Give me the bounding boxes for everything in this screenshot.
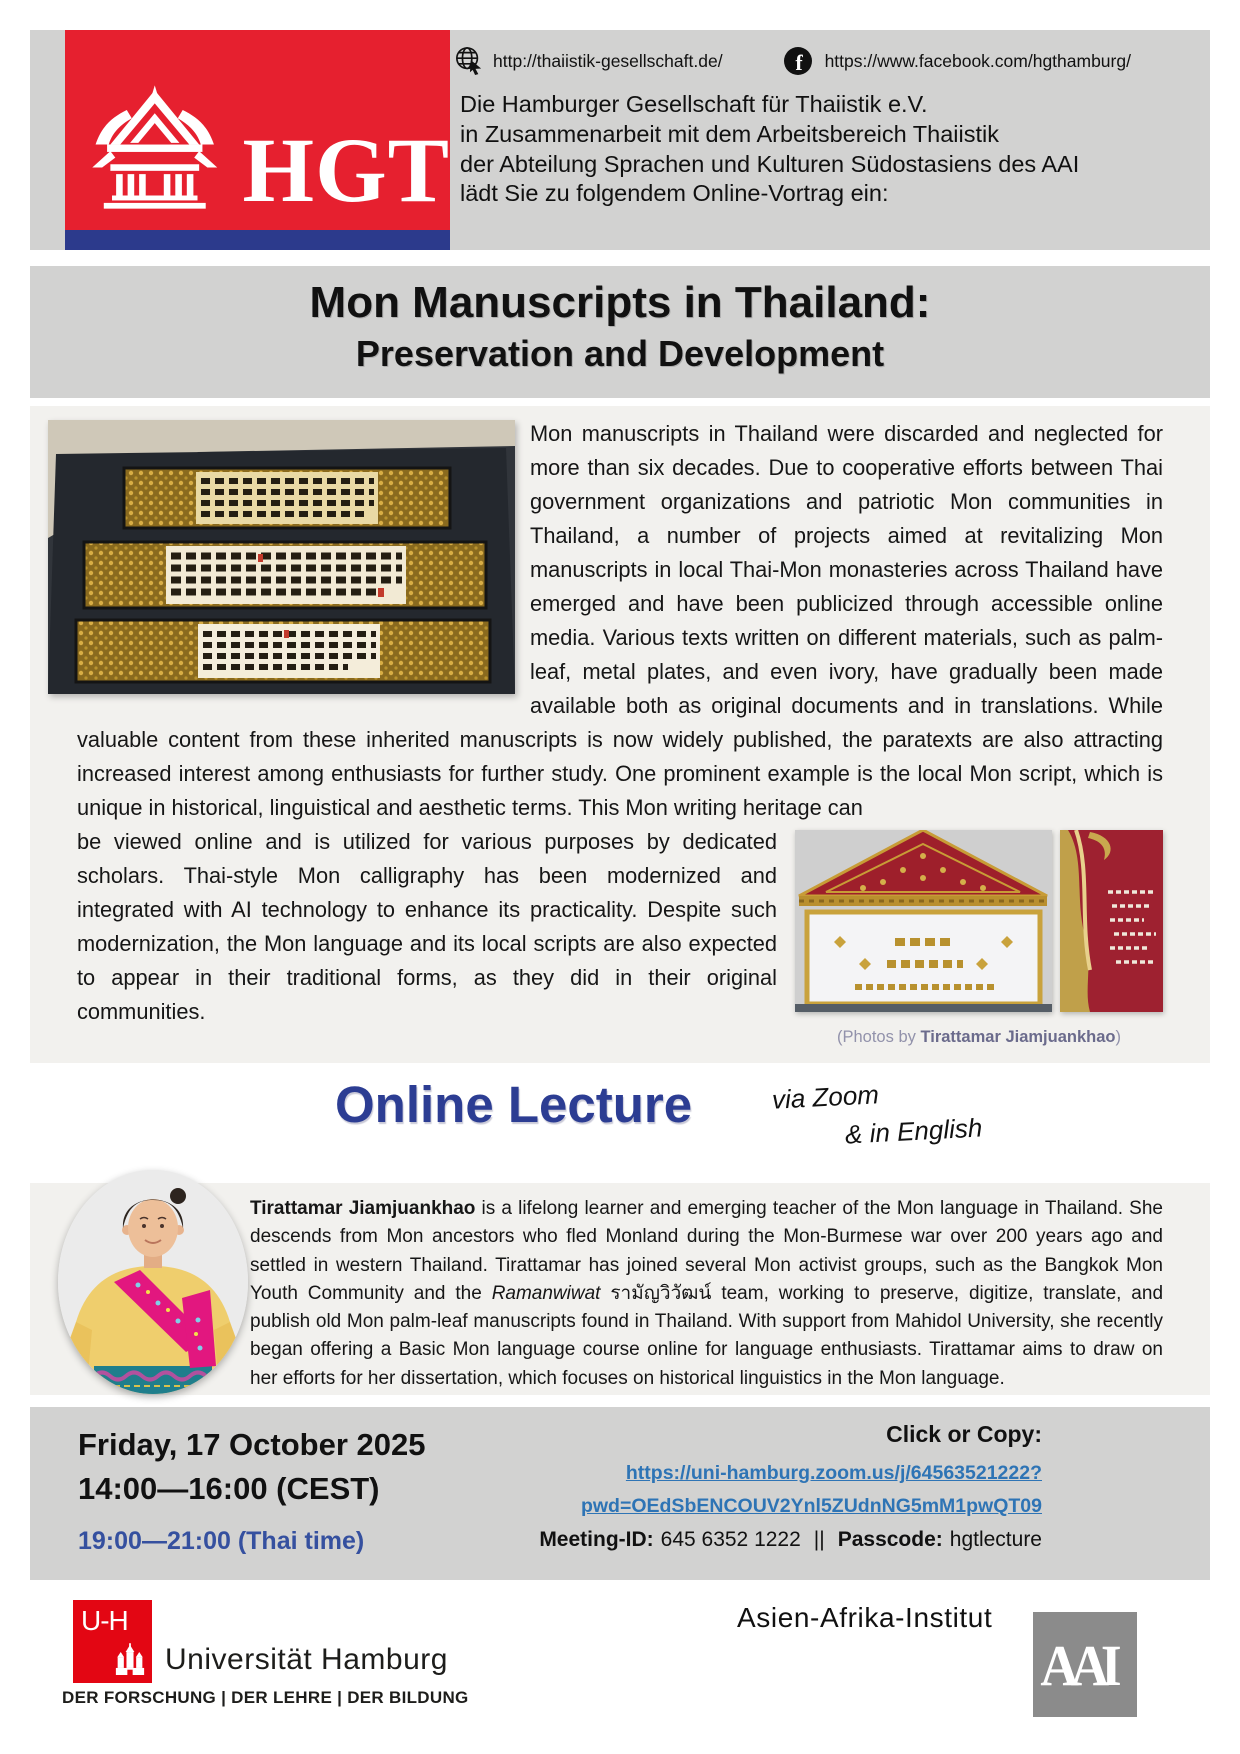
speaker-name: Tirattamar Jiamjuankhao <box>250 1198 476 1219</box>
abstract-section <box>30 406 1210 1063</box>
photo-credit: (Photos by Tirattamar Jiamjuankhao) <box>837 1028 1121 1046</box>
title-band <box>30 266 1210 398</box>
event-date: Friday, 17 October 2025 <box>78 1427 426 1462</box>
university-slogan: DER FORSCHUNG | DER LEHRE | DER BILDUNG <box>62 1688 469 1707</box>
invitation-text <box>460 90 1200 209</box>
hgt-logo <box>65 30 450 230</box>
website-url: http://thaiistik-gesellschaft.de/ <box>493 50 723 71</box>
page-title: Mon Manuscripts in Thailand: <box>309 278 931 327</box>
abstract-paragraph-1 <box>77 417 1163 825</box>
lecture-language: & in English <box>844 1112 983 1150</box>
group-name: Ramanwiwat <box>491 1282 601 1304</box>
lecture-heading: Online Lecture <box>335 1076 693 1133</box>
aai-logo <box>1033 1612 1137 1717</box>
temple-sign-photo <box>795 830 1052 1012</box>
thai-temple-icon <box>89 78 221 216</box>
meeting-credentials: Meeting-ID: 645 6352 1222 || Passcode: hgtlecture <box>539 1528 1042 1551</box>
meeting-id-label: Meeting-ID: <box>539 1528 654 1551</box>
facebook-url: https://www.facebook.com/hgthamburg/ <box>824 50 1131 71</box>
meeting-id: 645 6352 1222 <box>660 1528 801 1551</box>
uhh-logo <box>73 1600 152 1683</box>
uhh-logo-text: U-H <box>81 1605 128 1636</box>
institute-name: Asien-Afrika-Institut <box>737 1602 993 1633</box>
zoom-link-line1[interactable]: https://uni-hamburg.zoom.us/j/64563521222? <box>625 1462 1042 1484</box>
abstract-text-2: be viewed online and is utilized for various purposes by dedicated scholars. Thai-style Mon calligraphy has been modernized and integrated with AI technology to enhance its practicality. Despite such modernization, the Mon language and its local scripts are also expected to appear in their traditional forms, as they did in their original communities. <box>77 829 777 1024</box>
manuscript-photo <box>48 420 515 694</box>
abstract-text-1: Mon manuscripts in Thailand were discarded and neglected for more than six decades. Due to cooperative efforts between Thai government organizations and patriotic Mon communities in Thailand, a number of projects aimed at revitalizing Mon manuscripts in local Thai-Mon monasteries across Thailand have emerged and have been publicized through accessible online media. Various texts written on different materials, such as palm-leaf, metal plates, and even ivory, have gradually been made available both as original documents and in translations. While valuable content from these inherited manuscripts is now widely published, the paratexts are also attracting increased interest among enthusiasts for further study. One prominent example is the local Mon script, which is unique in historical, linguistical and aesthetic terms. This Mon writing heritage can <box>77 421 1163 820</box>
statue-inscription-photo <box>1060 830 1163 1012</box>
event-info-band <box>30 1407 1210 1580</box>
zoom-link-line2[interactable]: pwd=OEdSbENCOUV2Ynl5ZUdnNG5mM1pwQT09 <box>580 1495 1042 1517</box>
header-band <box>30 30 1210 250</box>
zoom-access <box>539 1421 1042 1552</box>
abstract-paragraph-2 <box>77 825 1163 1054</box>
header-links <box>455 46 1131 76</box>
aai-logo-text: AAI <box>1040 1633 1114 1698</box>
lecture-via-zoom: via Zoom <box>771 1079 880 1115</box>
click-or-copy-label: Click or Copy: <box>886 1421 1042 1447</box>
page-subtitle: Preservation and Development <box>355 333 885 374</box>
invite-line: der Abteilung Sprachen und Kulturen Südostasiens des AAI <box>460 150 1080 177</box>
invite-line: in Zusammenarbeit mit dem Arbeitsbereich Thaiistik <box>460 120 999 147</box>
university-name: Universität Hamburg <box>165 1643 448 1676</box>
svg-text:f: f <box>794 50 803 75</box>
hgt-logo-stripe <box>65 230 450 250</box>
event-time-thai: 19:00—21:00 (Thai time) <box>78 1527 365 1555</box>
facebook-icon <box>783 46 813 76</box>
passcode-label: Passcode: <box>837 1528 943 1551</box>
globe-icon <box>455 46 483 76</box>
group-name-thai: รามัญวิวัฒน์ <box>600 1282 722 1304</box>
passcode: hgtlecture <box>949 1528 1042 1551</box>
speaker-photo <box>58 1170 248 1394</box>
hgt-logo-text: HGT <box>242 119 450 221</box>
speaker-bio: Tirattamar Jiamjuankhao is a lifelong learner and emerging teacher of the Mon language in Thailand. She descends from Mon ancestors who fled Monland during the Mon-Burmese war over 200 years ago and settled in western Thailand. Tirattamar has joined several Mon activist groups, such as the Bangkok Mon Youth Community and the Ramanwiwat รามัญวิวัฒน์ team, working to preserve, digitize, translate, and publish old Mon palm-leaf manuscripts found in Thailand. With support from Mahidol University, she recently began offering a Basic Mon language course online for language enthusiasts. Tirattamar aims to draw on her efforts for her dissertation, which focuses on historical linguistics in the Mon language. <box>250 1198 1164 1389</box>
hamburg-castle-icon <box>115 1642 145 1678</box>
invite-line: Die Hamburger Gesellschaft für Thaiistik e.V. <box>460 91 928 117</box>
script-photos <box>795 830 1163 1054</box>
invite-line: lädt Sie zu folgendem Online-Vortrag ein: <box>460 180 889 207</box>
event-time-cest: 14:00—16:00 (CEST) <box>78 1471 380 1506</box>
